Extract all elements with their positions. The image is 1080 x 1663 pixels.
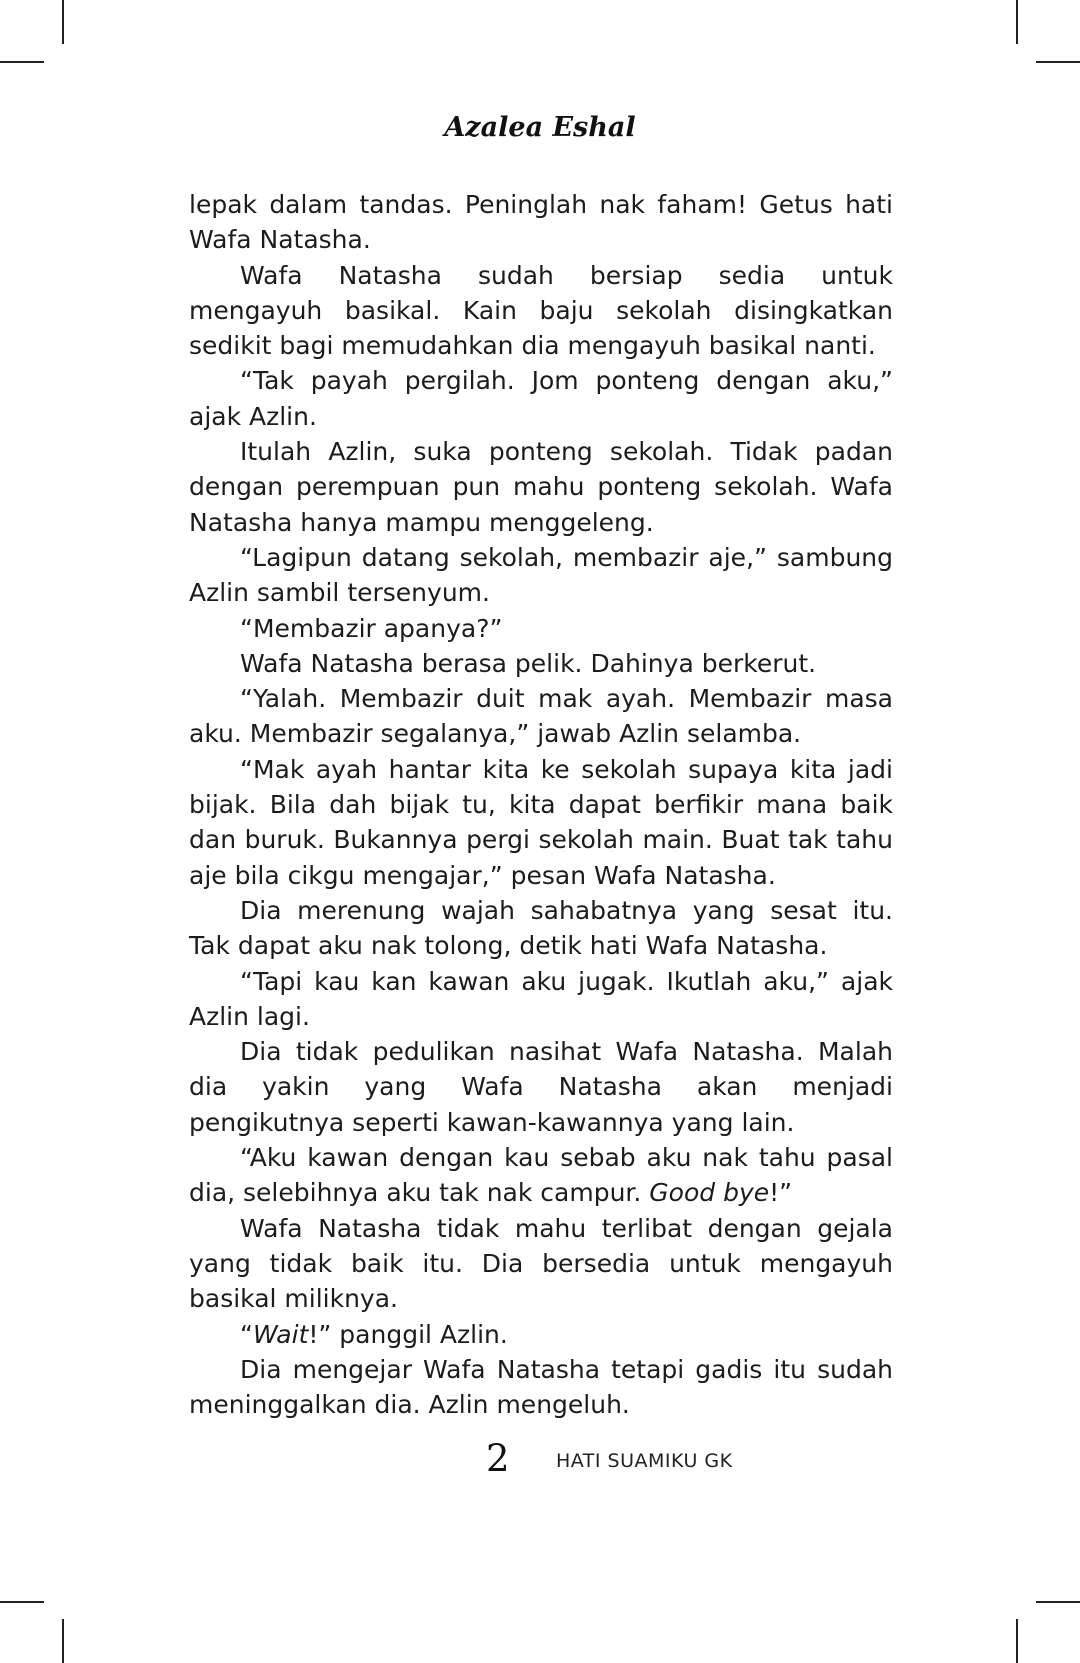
paragraph-text: Itulah Azlin, suka ponteng sekolah. Tidak padan dengan perempuan pun mahu ponteng sekolah. Wafa Natasha hanya mampu menggeleng. — [189, 437, 893, 537]
paragraph — [189, 611, 893, 646]
paragraph — [189, 1352, 893, 1423]
crop-mark-top-right-vertical — [1016, 0, 1018, 44]
paragraph-text: lepak dalam tandas. Peninglah nak faham! Getus hati Wafa Natasha. — [189, 190, 893, 255]
paragraph-text: Wafa Natasha tidak mahu terlibat dengan gejala yang tidak baik itu. Dia bersedia untuk mengayuh basikal miliknya. — [189, 1213, 893, 1314]
paragraph — [189, 893, 893, 964]
book-title: HATI SUAMIKU GK — [556, 1450, 733, 1472]
paragraph-text: “Tak payah pergilah. Jom ponteng dengan aku,” ajak Azlin. — [189, 366, 893, 431]
paragraph-text: Dia mengejar Wafa Natasha tetapi gadis itu sudah meninggalkan dia. Azlin mengeluh. — [189, 1354, 893, 1420]
paragraph — [189, 187, 893, 258]
paragraph — [189, 540, 893, 611]
paragraph-text: “Membazir apanya?” — [240, 613, 503, 643]
paragraph — [189, 258, 893, 364]
paragraph — [189, 363, 893, 434]
crop-mark-top-left-vertical — [62, 0, 64, 44]
italic-text: Good bye — [649, 1178, 770, 1208]
paragraph — [189, 1034, 893, 1140]
crop-mark-bottom-right-vertical — [1016, 1619, 1018, 1663]
paragraph — [189, 1317, 893, 1352]
paragraph-text: “Tapi kau kan kawan aku jugak. Ikutlah aku,” ajak Azlin lagi. — [189, 966, 893, 1031]
paragraph — [189, 646, 893, 681]
paragraph — [189, 1140, 893, 1211]
body-text — [189, 187, 893, 1422]
crop-mark-bottom-right-horizontal — [1036, 1601, 1080, 1603]
page-footer — [0, 1437, 1080, 1485]
paragraph-text: “Yalah. Membazir duit mak ayah. Membazir masa aku. Membazir segalanya,” jawab Azlin selamba. — [189, 684, 893, 749]
paragraph-text: “Lagipun datang sekolah, membazir aje,” sambung Azlin sambil tersenyum. — [189, 542, 893, 608]
crop-mark-top-left-horizontal — [0, 61, 44, 63]
paragraph — [189, 752, 893, 893]
paragraph-text: “ — [240, 1319, 253, 1349]
paragraph-text: Wafa Natasha sudah bersiap sedia untuk mengayuh basikal. Kain baju sekolah disingkatkan sedikit bagi memudahkan dia mengayuh basikal nanti. — [189, 260, 893, 361]
paragraph — [189, 434, 893, 540]
crop-mark-top-right-horizontal — [1036, 61, 1080, 63]
paragraph-text: !” — [769, 1178, 793, 1208]
paragraph-text: “Mak ayah hantar kita ke sekolah supaya kita jadi bijak. Bila dah bijak tu, kita dapat berfikir mana baik dan buruk. Bukannya pergi sekolah main. Buat tak tahu aje bila cikgu mengajar,” pesan Wafa Natasha. — [189, 754, 893, 890]
paragraph-text: Dia merenung wajah sahabatnya yang sesat itu. Tak dapat aku nak tolong, detik hati Wafa Natasha. — [189, 895, 893, 961]
paragraph-text: !” panggil Azlin. — [308, 1319, 508, 1349]
paragraph — [189, 964, 893, 1035]
paragraph-text: Wafa Natasha berasa pelik. Dahinya berkerut. — [240, 648, 817, 678]
paragraph-text: “Aku kawan dengan kau sebab aku nak tahu pasal dia, selebihnya aku tak nak campur. — [189, 1143, 893, 1208]
paragraph — [189, 681, 893, 752]
paragraph-text: Dia tidak pedulikan nasihat Wafa Natasha. Malah dia yakin yang Wafa Natasha akan menjadi pengikutnya seperti kawan-kawannya yang lain. — [189, 1037, 893, 1137]
crop-mark-bottom-left-vertical — [62, 1619, 64, 1663]
crop-mark-bottom-left-horizontal — [0, 1601, 44, 1603]
running-head: Azalea Eshal — [444, 112, 636, 143]
page-number: 2 — [486, 1437, 510, 1480]
italic-text: Wait — [252, 1319, 309, 1349]
paragraph — [189, 1211, 893, 1317]
